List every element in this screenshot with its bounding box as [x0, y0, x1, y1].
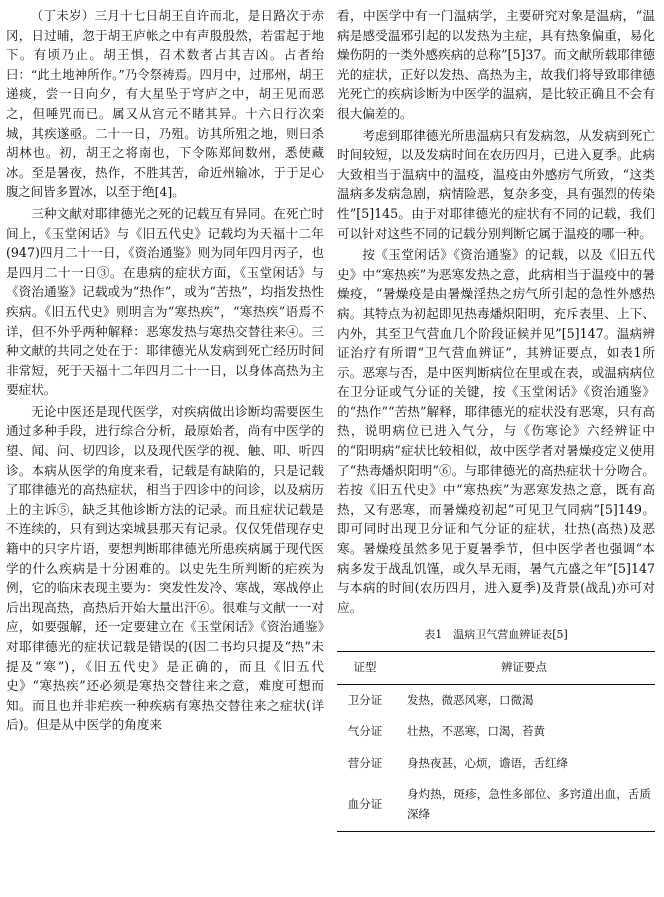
paragraph-summer-dryness: 按《玉堂闲话》《资治通鉴》的记载，以及《旧五代史》中“寒热疾”为恶寒发热之意，此病相当于温疫中的暑燥疫，“暑燥疫是由暑燥淫热之疠气所引起的急性外感热病。其特点为初起即见热毒燔炽阳明，充斥表里、上下、内外，其至卫气营血几个阶段证候并见”[5]147。温病辨证治疗有所谓“卫气营血辨证”，其辨证要点，如表1所示。恶寒与否，是中医判断病位在里或在表，或温病病位在卫分证或气分证的关键，按《玉堂闲话》《资治通鉴》的“热作”“苦热”解释，耶律德光的症状没有恶寒，只有高热，说明病位已进入气分，与《伤寒论》六经辨证中的“阳明病”症状比较相似，故中医学者对暑燥疫定义使用了“热毒燔炽阳明”⑥。与耶律德光的高热症状十分吻合。若按《旧五代史》中“寒热疾”为恶寒发热之意，既有高热，又有恶寒，而暑燥疫初起“可见卫气同病”[5]149。即可同时出现卫分证和气分证的症状，壮热(高热)及恶寒。暑燥疫虽然多见于夏暑季节，但中医学者也强调“本病多发于战乱饥馑，或久旱无雨，暑气亢盛之年”[5]147与本病的时间(农历四月，进入夏季)及背景(战乱)亦可对应。: [337, 247, 655, 615]
paragraph-warm-disease: 看，中医学中有一门温病学，主要研究对象是温病，“温病是感受温邪引起的以发热为主症，具有热象偏重，易化燥伤阴的一类外感疾病的总称”[5]37。而文献所载耶律德光的症状，正好以发热、高热为主，故我们将导致耶律德光死亡的疾病诊断为中医学的温病，是比较正确且不会有很大偏差的。: [337, 8, 655, 121]
table-row: [337, 748, 655, 780]
header-points: 辨证要点: [393, 652, 655, 685]
syndrome-table: [337, 651, 655, 832]
cell-points: 发热，微恶风寒，口微渴: [407, 692, 534, 707]
cell-type: 气分证: [347, 724, 383, 739]
table-header-row: [337, 652, 655, 685]
cell-points: 身热夜甚，心烦，谵语，舌红绛: [407, 755, 568, 770]
left-column: [6, 6, 324, 735]
paragraph-death-records: 三种文献对耶律德光之死的记载互有异同。在死亡时间上，《玉堂闲话》与《旧五代史》记载均为天福十二年(947)四月二十一日，《资治通鉴》则为同年四月丙子，也是四月二十一日③。在患病的症状方面，《玉堂闲话》与《资治通鉴》记载或为“热作”，或为“苦热”，均指发热性疾病。《旧五代史》则明言为“寒热疾”，“寒热疾”语焉不详，但不外乎两种解释：恶寒发热与寒热交替往来④。三种文献的共同之处在于：耶律德光从发病到死亡经历时间非常短，死于天福十二年四月二十一日，以身体高热为主要症状。: [6, 205, 324, 398]
paragraph-diagnosis: 无论中医还是现代医学，对疾病做出诊断均需要医生通过多种手段，进行综合分析，最原始者，尚有中医学的望、闻、问、切四诊，以及现代医学的视、触、叩、听四诊。本病从医学的角度来看，记载是有缺陷的，只是记载了耶律德光的高热症状，相当于四诊中的问诊，以及病历上的主诉⑤，缺乏其他诊断方法的记录。而且症状记载是不连续的，只有到达栾城县那天有记录。仅仅凭借现存史籍中的只字片语，要想判断耶律德光所患疾病属于现代医学的什么疾病是十分困难的。以史先生所判断的疟疾为例，它的临床表现主要为：突发性发冷、寒战，寒战停止后出现高热，高热后开始大量出汗⑥。很难与文献一一对应，如要强解，还一定要建立在《玉堂闲话》《资治通鉴》对耶律德光的症状记载是错误的(因二书均只提及“热”未提及“寒”)，《旧五代史》是正确的，而且《旧五代史》“寒热疾”还必须是寒热交替往来之意，难度可想而知。而且也并非疟疾一种疾病有寒热交替往来之症状(详后)。但是从中医学的角度来: [6, 403, 324, 733]
cell-type: 血分证: [337, 779, 393, 831]
header-type: 证型: [337, 652, 393, 685]
paragraph-pestilence: 考虑到耶律德光所患温病只有发病忽，从发病到死亡时间较短，以及发病时间在农历四月，已进入夏季。此病大致相当于温病中的温疫，温疫由外感疠气所致，“这类温病多发病急剧，病情险恶，复杂多变，具有强烈的传染性”[5]145。由于对耶律德光的症状有不同的记载，我们可以针对这些不同的记载分别判断它属于温疫的哪一种。: [337, 127, 655, 241]
table-row: [337, 684, 655, 716]
quoted-passage: （丁未岁）三月十七日胡王自许而北，是日路次于赤冈，日过晡，忽于胡王庐帐之中有声殷殷然，若雷起于地下。有顷乃止。胡王惧，召术数者占其吉凶。占者绐曰：“此土地神所作。”乃令祭祷焉。四月中，过邢州，胡王递痰，尝一日向夕，有大星坠于穹庐之中，胡王见而恶之，但唾咒而已。属又从宫元不睹其异。十六日行次栾城，其疾遂亟。二十一日，乃殂。访其所殂之地，则曰杀胡林也。初，胡王之将南也，下令陈郑间数州，悉使藏冰。至是暑夜，热作，不胜其苦，命近州输冰，于于足心腹之间皆多置冰，以至于绝[4]。: [6, 8, 324, 200]
table-caption: 表1 温病卫气营血辨证表[5]: [424, 628, 568, 642]
cell-type: 卫分证: [347, 692, 383, 707]
right-column: [337, 6, 655, 832]
cell-type: 营分证: [347, 755, 383, 770]
table-row: [337, 716, 655, 748]
cell-points: 壮热，不恶寒，口渴，苔黄: [407, 724, 545, 739]
cell-points: 身灼热，斑疹，急性多部位、多窍道出血，舌质深绛: [393, 779, 655, 831]
table-row: [337, 779, 655, 831]
